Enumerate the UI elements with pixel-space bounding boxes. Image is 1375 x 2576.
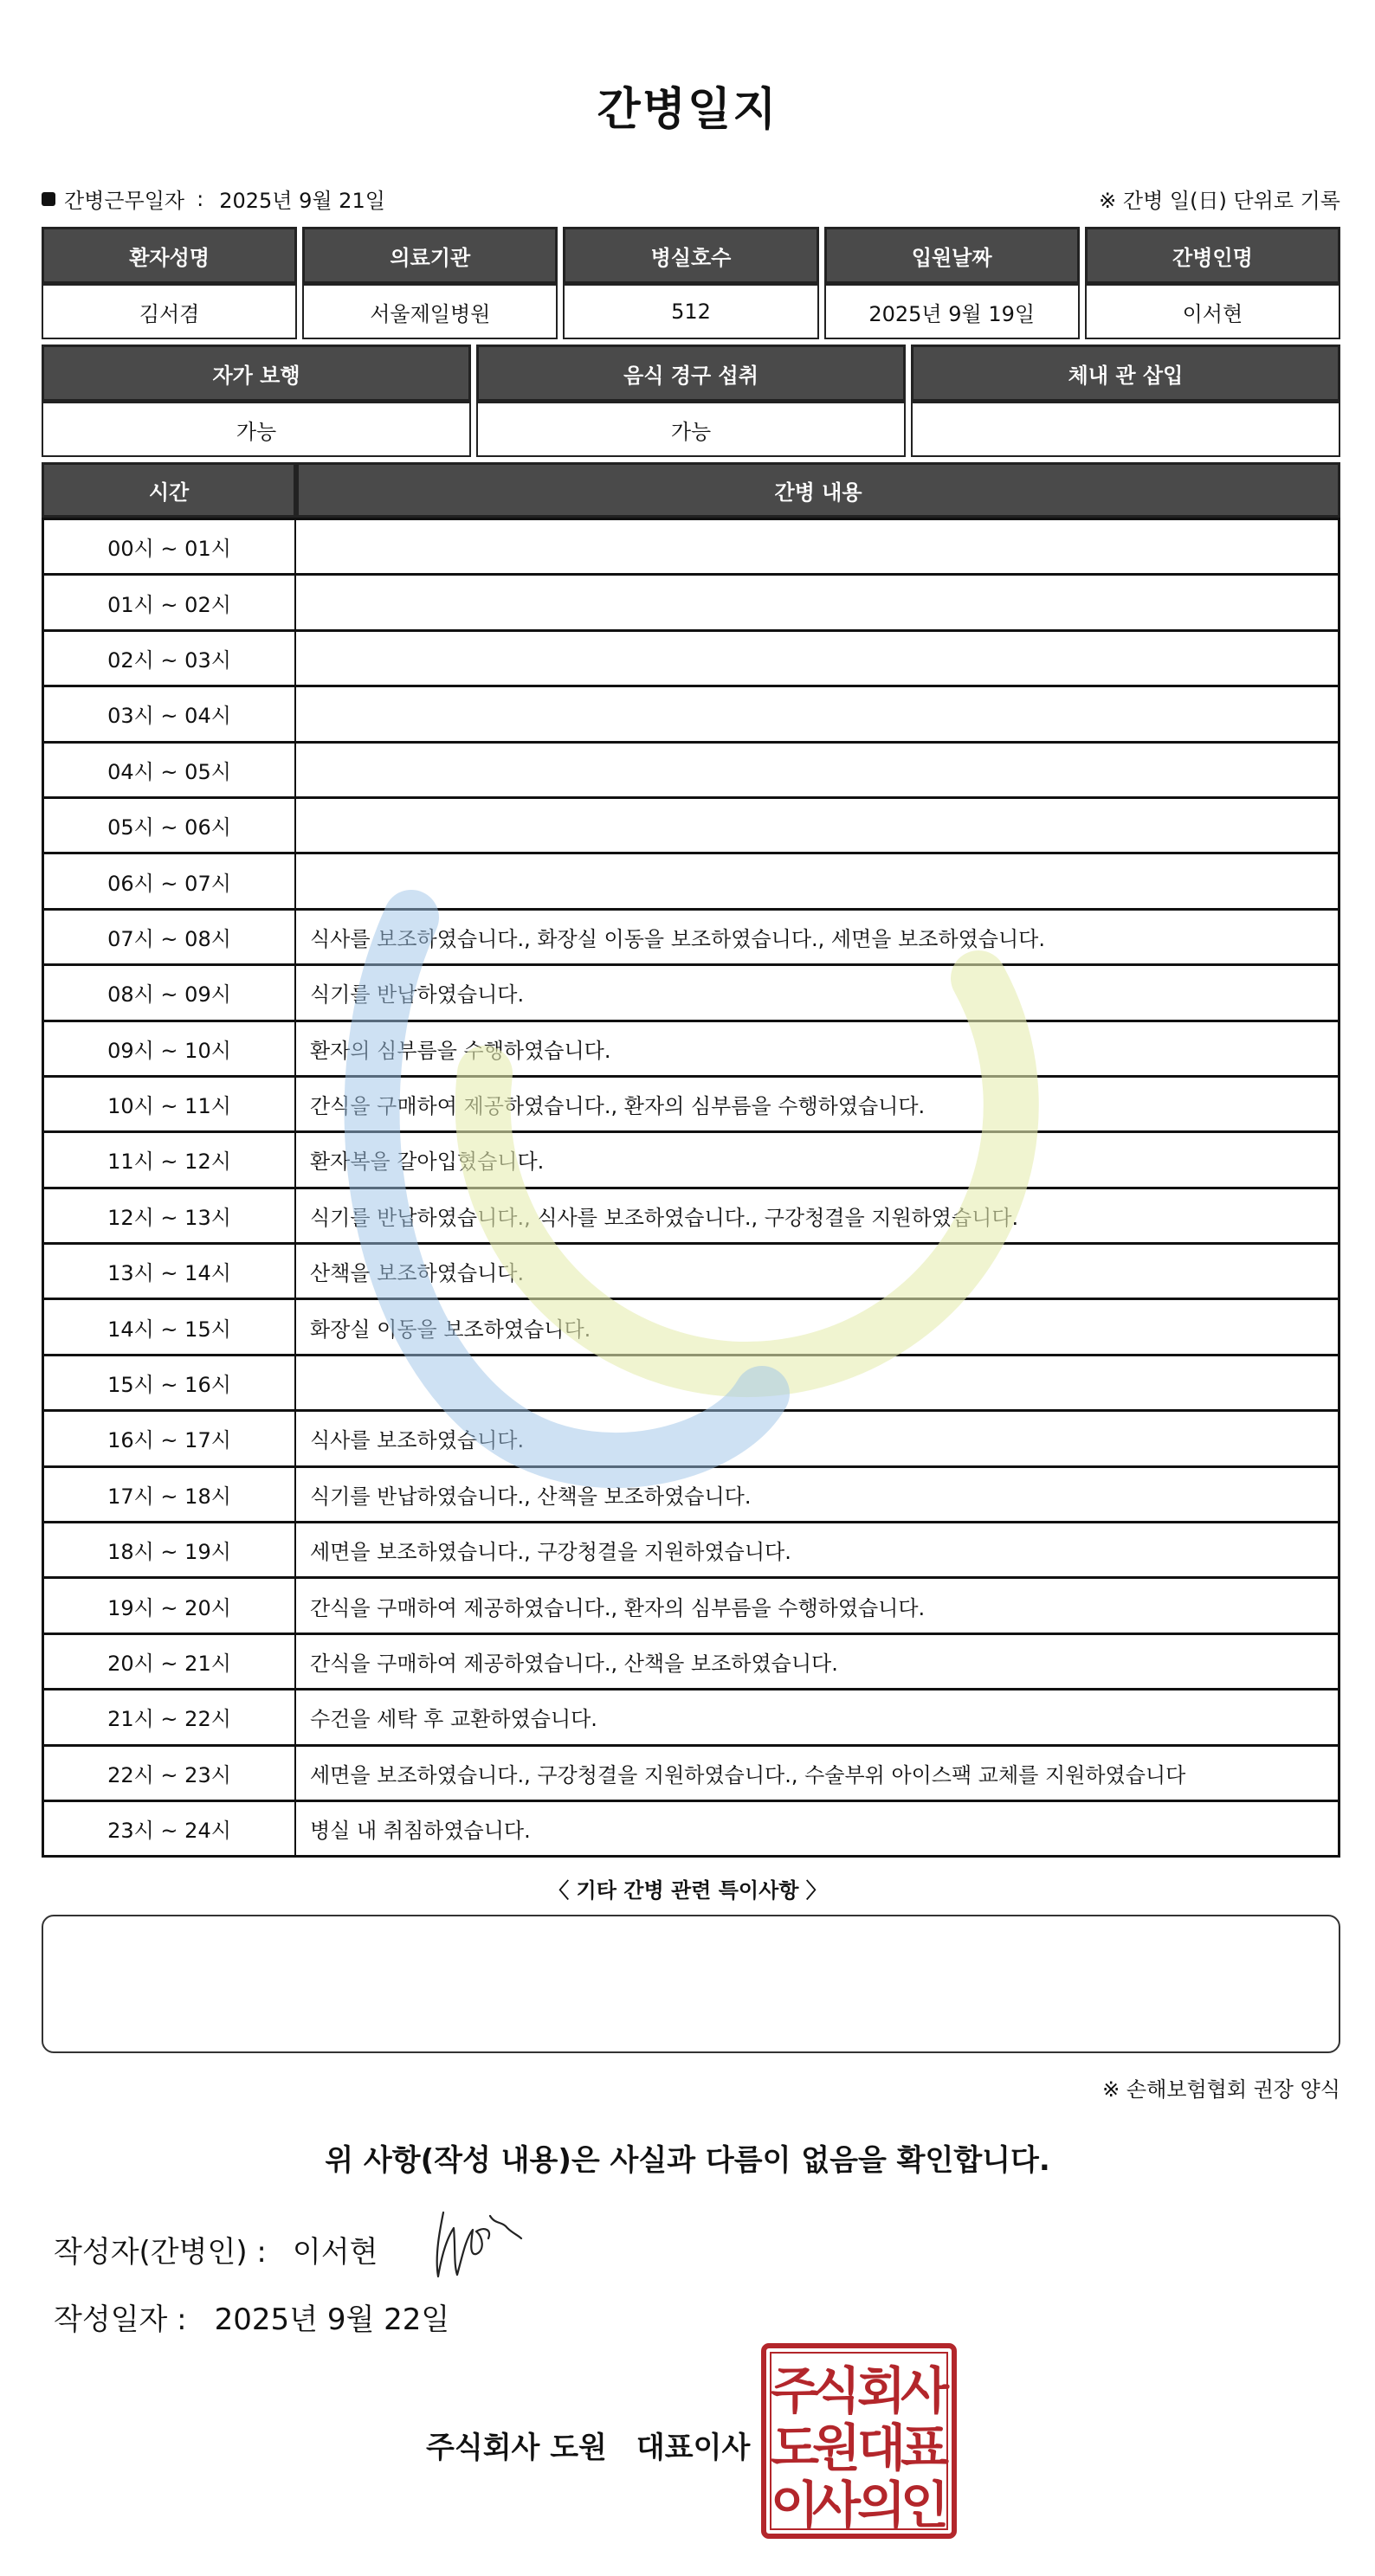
log-content-cell: 병실 내 취침하였습니다. (296, 1800, 1340, 1855)
log-time-cell: 01시 ~ 02시 (42, 573, 296, 628)
special-notes-title: 〈 기타 간병 관련 특이사항 〉 (548, 1878, 827, 1903)
svg-text:도: 도 (770, 2418, 820, 2477)
writer-row (54, 2228, 378, 2270)
patient-info-table (42, 227, 1340, 339)
signature-image (428, 2204, 523, 2282)
work-date-line (42, 184, 385, 214)
svg-text:사: 사 (811, 2476, 862, 2534)
log-time-cell: 14시 ~ 15시 (42, 1298, 296, 1353)
log-time-cell: 15시 ~ 16시 (42, 1354, 296, 1409)
log-time-cell: 12시 ~ 13시 (42, 1187, 296, 1242)
log-content-cell: 간식을 구매하여 제공하였습니다., 산책을 보조하였습니다. (296, 1633, 1340, 1688)
log-content-cell (296, 1354, 1340, 1409)
log-time-cell: 11시 ~ 12시 (42, 1130, 296, 1186)
svg-text:식: 식 (811, 2361, 862, 2420)
oral-intake-value: 가능 (476, 402, 906, 457)
header-admission-date: 입원날짜 (824, 227, 1080, 284)
company-name: 주식회사 도원 (426, 2431, 607, 2465)
log-content-cell: 간식을 구매하여 제공하였습니다., 환자의 심부름을 수행하였습니다. (296, 1576, 1340, 1632)
room-value: 512 (563, 284, 818, 339)
log-content-cell: 산책을 보조하였습니다. (296, 1242, 1340, 1298)
company-title: 대표이사 (636, 2431, 751, 2465)
log-content-cell: 수건을 세탁 후 교환하였습니다. (296, 1688, 1340, 1743)
svg-text:원: 원 (811, 2418, 862, 2477)
log-time-cell: 02시 ~ 03시 (42, 629, 296, 685)
log-content-cell: 식사를 보조하였습니다., 화장실 이동을 보조하였습니다., 세면을 보조하였습니다. (296, 908, 1340, 963)
svg-text:의: 의 (856, 2476, 907, 2534)
log-content-cell: 식기를 반납하였습니다., 산책을 보조하였습니다. (296, 1465, 1340, 1521)
log-content-cell: 세면을 보조하였습니다., 구강청결을 지원하였습니다. (296, 1521, 1340, 1576)
log-time-cell: 16시 ~ 17시 (42, 1409, 296, 1465)
log-content-cell: 화장실 이동을 보조하였습니다. (296, 1298, 1340, 1353)
work-date-value: 2025년 9월 21일 (219, 189, 385, 213)
company-signoff (426, 2424, 750, 2466)
work-date-label: 간병근무일자 (64, 189, 185, 213)
patient-name-value: 김서겸 (42, 284, 297, 339)
log-content-cell (296, 629, 1340, 685)
header-tube-insertion: 체내 관 삽입 (911, 345, 1340, 402)
svg-text:표: 표 (900, 2418, 950, 2477)
header-oral-intake: 음식 경구 섭취 (476, 345, 906, 402)
log-content-cell: 식기를 반납하였습니다. (296, 963, 1340, 1019)
admission-date-value: 2025년 9월 19일 (824, 284, 1080, 339)
svg-text:인: 인 (900, 2476, 950, 2534)
svg-text:주: 주 (770, 2361, 820, 2420)
log-content-cell (296, 685, 1340, 740)
log-time-cell: 19시 ~ 20시 (42, 1576, 296, 1632)
log-time-cell: 23시 ~ 24시 (42, 1800, 296, 1855)
svg-text:이: 이 (770, 2476, 820, 2534)
log-content-cell: 식사를 보조하였습니다. (296, 1409, 1340, 1465)
log-time-cell: 21시 ~ 22시 (42, 1688, 296, 1743)
svg-text:회: 회 (856, 2361, 907, 2420)
log-content-cell (296, 852, 1340, 907)
log-time-cell: 20시 ~ 21시 (42, 1633, 296, 1688)
header-patient-name: 환자성명 (42, 227, 297, 284)
log-content-cell (296, 573, 1340, 628)
log-time-cell: 13시 ~ 14시 (42, 1242, 296, 1298)
log-time-cell: 04시 ~ 05시 (42, 741, 296, 796)
log-time-cell: 10시 ~ 11시 (42, 1075, 296, 1130)
record-unit-note: ※ 간병 일(日) 단위로 기록 (1099, 189, 1340, 213)
log-content-cell: 세면을 보조하였습니다., 구강청결을 지원하였습니다., 수술부위 아이스팩 교체를 지원하였습니다 (296, 1744, 1340, 1800)
recommended-form-note: ※ 손해보험협회 권장 양식 (1102, 2077, 1340, 2102)
header-care-content: 간병 내용 (296, 462, 1340, 518)
header-self-walking: 자가 보행 (42, 345, 471, 402)
log-time-cell: 05시 ~ 06시 (42, 796, 296, 852)
log-time-cell: 17시 ~ 18시 (42, 1465, 296, 1521)
log-time-cell: 00시 ~ 01시 (42, 518, 296, 573)
writer-name: 이서현 (292, 2235, 378, 2270)
written-date-label: 작성일자 : (54, 2302, 187, 2337)
header-caregiver-name: 간병인명 (1085, 227, 1340, 284)
header-time: 시간 (42, 462, 296, 518)
log-content-cell (296, 796, 1340, 852)
log-time-cell: 18시 ~ 19시 (42, 1521, 296, 1576)
log-time-cell: 22시 ~ 23시 (42, 1744, 296, 1800)
log-content-cell: 환자의 심부름을 수행하였습니다. (296, 1020, 1340, 1075)
log-time-cell: 06시 ~ 07시 (42, 852, 296, 907)
log-content-cell: 식기를 반납하였습니다., 식사를 보조하였습니다., 구강청결을 지원하였습니다. (296, 1187, 1340, 1242)
log-content-cell (296, 741, 1340, 796)
log-time-cell: 03시 ~ 04시 (42, 685, 296, 740)
header-hospital: 의료기관 (302, 227, 558, 284)
caregiver-name-value: 이서현 (1085, 284, 1340, 339)
written-date-row (54, 2296, 449, 2338)
square-bullet-icon (42, 192, 55, 206)
log-time-cell: 07시 ~ 08시 (42, 908, 296, 963)
tube-insertion-value (911, 402, 1340, 457)
care-log-table (42, 462, 1340, 1858)
self-walking-value: 가능 (42, 402, 471, 457)
svg-text:사: 사 (900, 2361, 950, 2420)
log-content-cell: 환자복을 갈아입혔습니다. (296, 1130, 1340, 1186)
company-seal-stamp (760, 2342, 958, 2540)
log-time-cell: 08시 ~ 09시 (42, 963, 296, 1019)
svg-text:대: 대 (856, 2418, 907, 2477)
confirmation-statement: 위 사항(작성 내용)은 사실과 다름이 없음을 확인합니다. (325, 2143, 1050, 2178)
hospital-value: 서울제일병원 (302, 284, 558, 339)
written-date-value: 2025년 9월 22일 (214, 2302, 450, 2337)
log-content-cell: 간식을 구매하여 제공하였습니다., 환자의 심부름을 수행하였습니다. (296, 1075, 1340, 1130)
header-room: 병실호수 (563, 227, 818, 284)
writer-label: 작성자(간병인) : (54, 2235, 267, 2270)
log-time-cell: 09시 ~ 10시 (42, 1020, 296, 1075)
log-content-cell (296, 518, 1340, 573)
page-title: 간병일지 (597, 84, 778, 136)
patient-status-table (42, 345, 1340, 457)
special-notes-box (42, 1915, 1340, 2053)
work-date-separator: : (197, 186, 204, 211)
